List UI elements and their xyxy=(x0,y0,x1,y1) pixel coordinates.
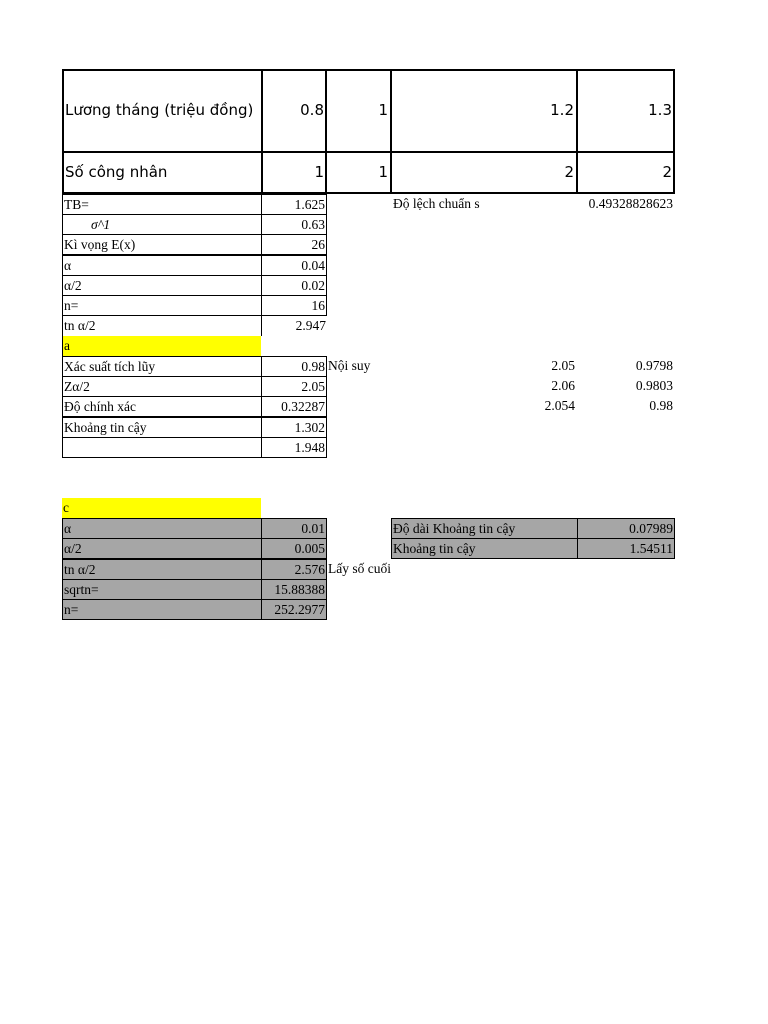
expectation-value: 26 xyxy=(261,234,327,255)
alpha-half-label: α/2 xyxy=(62,275,262,296)
c-sqrtn-value: 15.88388 xyxy=(261,579,327,600)
c-alpha-label: α xyxy=(62,518,262,539)
sigma-label xyxy=(62,214,262,235)
workers-value-4: 2 xyxy=(662,163,672,181)
std-dev-label: Độ lệch chuẩn s xyxy=(393,196,480,211)
workers-value-1: 1 xyxy=(314,163,324,181)
std-dev-value: 0.49328828623 xyxy=(588,196,673,211)
interp-x-1: 2.05 xyxy=(551,358,575,373)
interp-x-2: 2.06 xyxy=(551,378,575,393)
c-tn-value: 2.576 xyxy=(261,559,327,580)
salary-value-4: 1.3 xyxy=(648,101,672,119)
c-alpha-value: 0.01 xyxy=(261,518,327,539)
precision-value: 0.32287 xyxy=(261,396,327,417)
interval-length-label: Độ dài Khoảng tin cậy xyxy=(391,518,578,539)
interp-y-2: 0.9803 xyxy=(635,378,673,393)
sigma-text: σ^1 xyxy=(91,217,111,232)
interpolation-label: Nội suy xyxy=(328,358,371,373)
salary-value-2: 1 xyxy=(378,101,388,119)
alpha-half-value: 0.02 xyxy=(261,275,327,296)
c-alpha-half-value: 0.005 xyxy=(261,538,327,559)
interp-y-1: 0.9798 xyxy=(635,358,673,373)
take-last-label: Lấy số cuối xyxy=(328,561,391,576)
c-interval-label: Khoảng tin cậy xyxy=(391,538,578,559)
salary-value-3: 1.2 xyxy=(550,101,574,119)
confidence-interval-label: Khoảng tin cậy xyxy=(62,417,262,438)
tn-label: tn α/2 xyxy=(62,315,262,336)
c-n-value: 252.2977 xyxy=(261,599,327,620)
empty-cell xyxy=(62,437,262,458)
alpha-label: α xyxy=(62,255,262,276)
n-label: n= xyxy=(62,295,262,316)
section-a-marker: a xyxy=(62,336,261,356)
salary-label: Lương tháng (triệu đồng) xyxy=(65,101,254,119)
expectation-label: Kì vọng E(x) xyxy=(62,234,262,255)
workers-value-2: 1 xyxy=(378,163,388,181)
cumulative-prob-value: 0.98 xyxy=(261,356,327,377)
interval-length-value: 0.07989 xyxy=(577,518,675,539)
header-divider xyxy=(62,151,675,153)
interp-y-3: 0.98 xyxy=(649,398,673,413)
confidence-interval-high: 1.948 xyxy=(261,437,327,458)
c-tn-label: tn α/2 xyxy=(62,559,262,580)
alpha-value: 0.04 xyxy=(261,255,327,276)
salary-value-1: 0.8 xyxy=(300,101,324,119)
c-n-label: n= xyxy=(62,599,262,620)
cumulative-prob-label: Xác suất tích lũy xyxy=(62,356,262,377)
z-label: Zα/2 xyxy=(62,376,262,397)
confidence-interval-low: 1.302 xyxy=(261,417,327,438)
n-value: 16 xyxy=(261,295,327,316)
precision-label: Độ chính xác xyxy=(62,396,262,417)
section-c-marker: c xyxy=(62,498,261,518)
tn-value: 2.947 xyxy=(261,315,327,336)
tb-label: TB= xyxy=(62,194,262,215)
c-sqrtn-label: sqrtn= xyxy=(62,579,262,600)
tb-value: 1.625 xyxy=(261,194,327,215)
workers-value-3: 2 xyxy=(564,163,574,181)
sigma-value: 0.63 xyxy=(261,214,327,235)
z-value: 2.05 xyxy=(261,376,327,397)
c-alpha-half-label: α/2 xyxy=(62,538,262,559)
interp-x-3: 2.054 xyxy=(544,398,575,413)
workers-label: Số công nhân xyxy=(65,163,168,181)
c-interval-value: 1.54511 xyxy=(577,538,675,559)
